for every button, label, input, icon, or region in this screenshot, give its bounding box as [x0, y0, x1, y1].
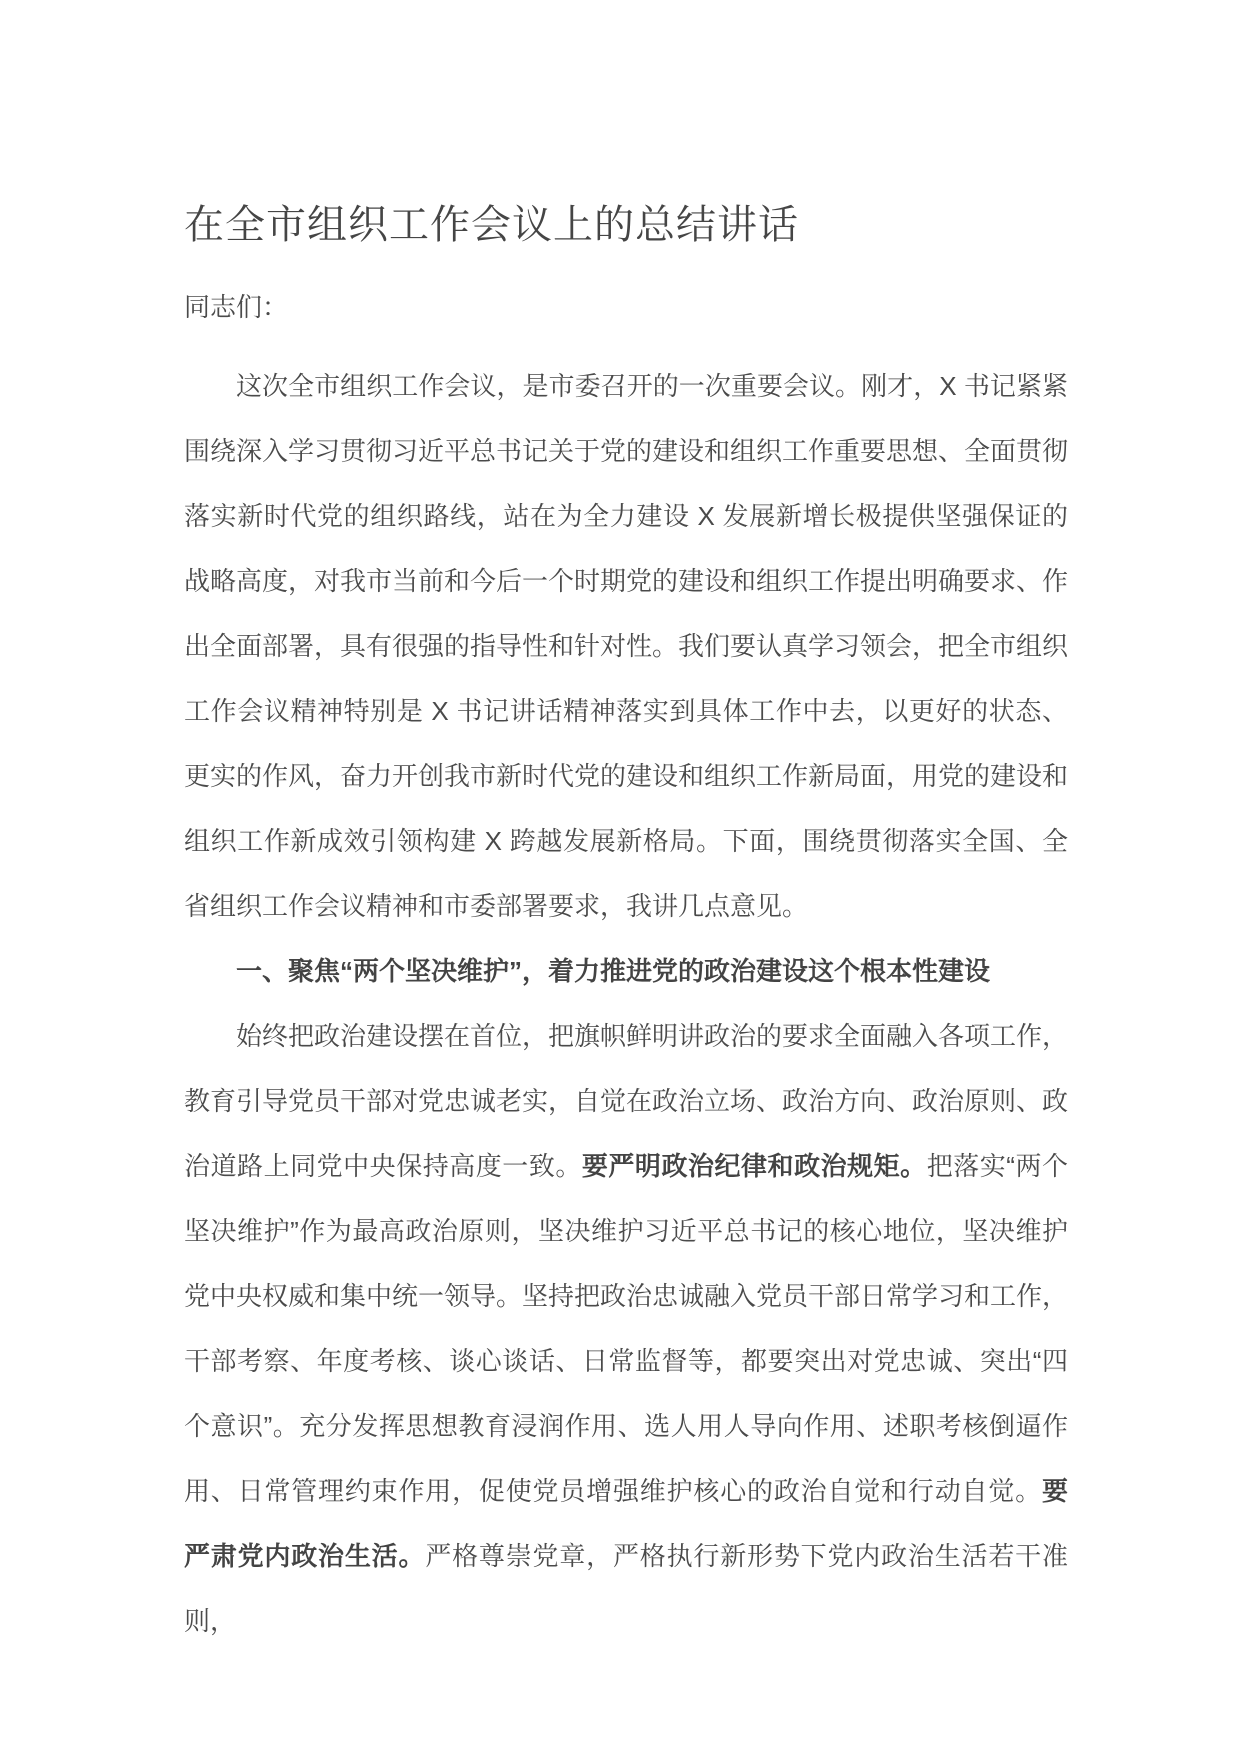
paragraph [184, 1004, 1068, 1654]
section-heading [184, 939, 1068, 1004]
text-run: 把落实“两个坚决维护”作为最高政治原则，坚决维护习近平总书记的核心地位，坚决维护党中央权威和集中统一领导。坚持把政治忠诚融入党员干部日常学习和工作，干部考察、年度考核、谈心谈话、日常监督等，都要突出对党忠诚、突出“四个意识”。充分发挥思想教育浸润作用、选人用人导向作用、述职考核倒逼作用、日常管理约束作用，促使党员增强维护核心的政治自觉和行动自觉。 [184, 1151, 1069, 1506]
document-content [184, 0, 1068, 1654]
bold-run: 要严肃党内政治生活。 [184, 1476, 1068, 1571]
text-run: 始终把政治建设摆在首位，把旗帜鲜明讲政治的要求全面融入各项工作，教育引导党员干部对党忠诚老实，自觉在政治立场、政治方向、政治原则、政治道路上同党中央保持高度一致。 [184, 1021, 1069, 1181]
document-body [184, 354, 1068, 1654]
bold-run: 一、聚焦“两个坚决维护”，着力推进党的政治建设这个根本性建设 [236, 956, 991, 986]
text-run: 这次全市组织工作会议，是市委召开的一次重要会议。刚才，X 书记紧紧围绕深入学习贯彻习近平总书记关于党的建设和组织工作重要思想、全面贯彻落实新时代党的组织路线，站在为全力建设 X 发展新增长极提供坚强保证的战略高度，对我市当前和今后一个时期党的建设和组织工作提出明确要求、作出全面部署，具有很强的指导性和针对性。我们要认真学习领会，把全市组织工作会议精神特别是 X 书记讲话精神落实到具体工作中去，以更好的状态、更实的作风，奋力开创我市新时代党的建设和组织工作新局面，用党的建设和组织工作新成效引领构建 X 跨越发展新格局。下面，围绕贯彻落实全国、全省组织工作会议精神和市委部署要求，我讲几点意见。 [184, 371, 1069, 921]
text-run: 严格尊崇党章，严格执行新形势下党内政治生活若干准则， [184, 1541, 1068, 1636]
bold-run: 要严明政治纪律和政治规矩。 [581, 1151, 927, 1181]
document-title: 在全市组织工作会议上的总结讲话 [184, 203, 799, 247]
salutation: 同志们： [184, 292, 289, 322]
paragraph [184, 354, 1068, 939]
